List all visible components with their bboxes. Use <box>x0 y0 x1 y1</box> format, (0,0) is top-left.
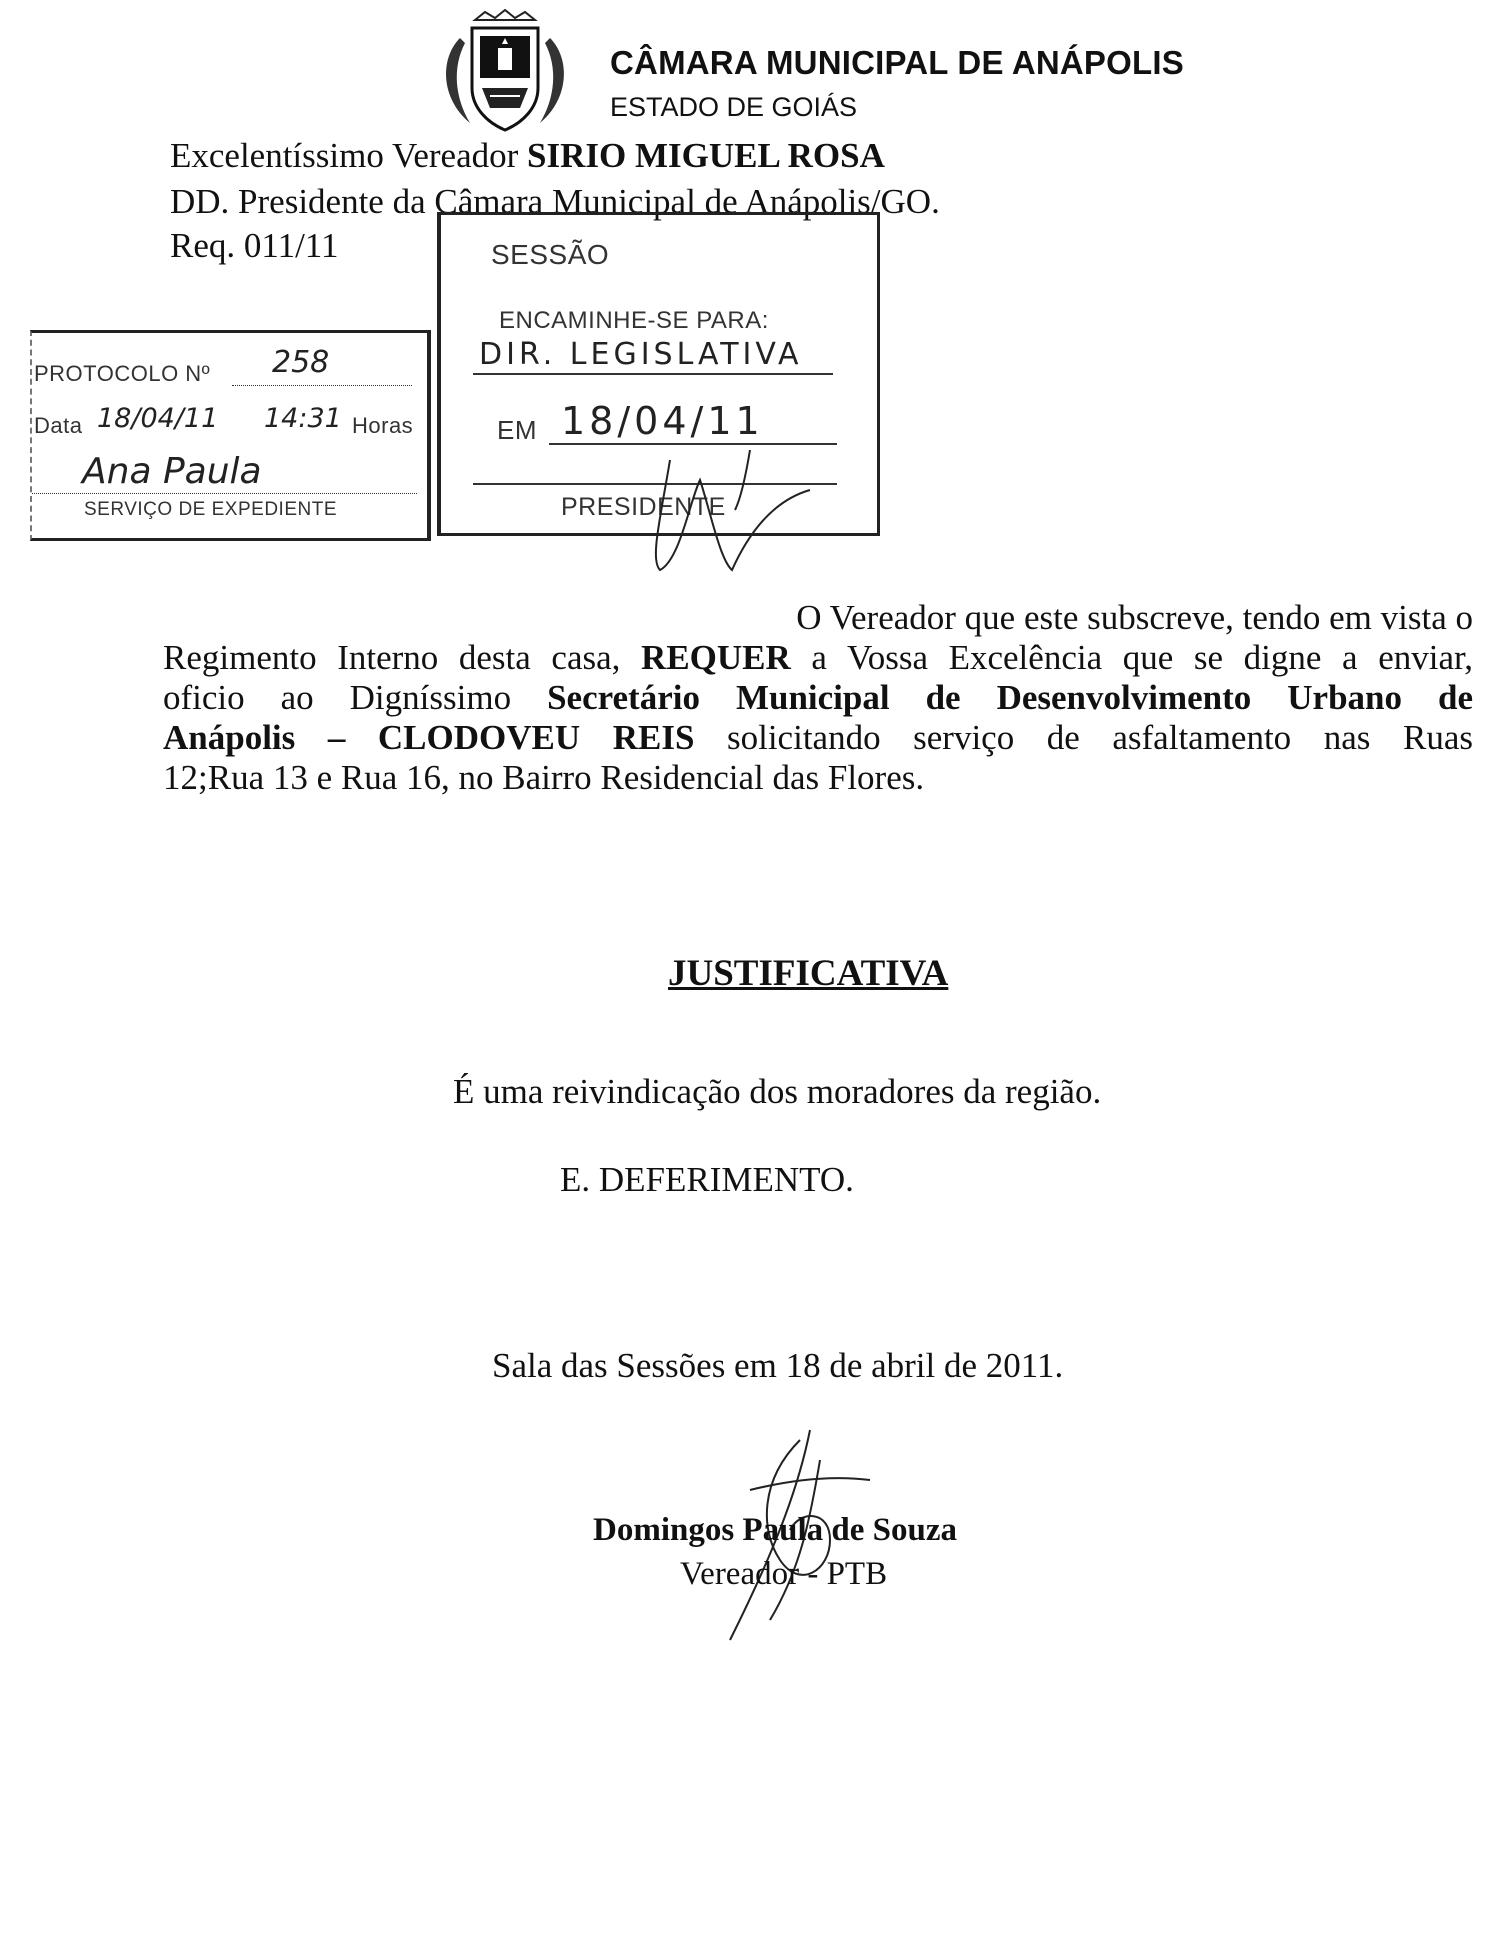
addressee-salutation: Excelentíssimo Vereador <box>170 136 528 175</box>
justification-title: JUSTIFICATIVA <box>668 953 949 994</box>
clerk-signature: Ana Paula <box>82 451 262 492</box>
addressee-line-1 <box>170 136 885 176</box>
protocol-number-line <box>232 385 412 386</box>
organization-state: ESTADO DE GOIÁS <box>610 92 858 122</box>
session-label: SESSÃO <box>491 239 610 270</box>
protocol-label: PROTOCOLO Nº <box>34 361 211 386</box>
secretary-name: Anápolis – CLODOVEU REIS <box>163 718 695 757</box>
organization-name: CÂMARA MUNICIPAL DE ANÁPOLIS <box>610 44 1184 81</box>
addressee-name: SIRIO MIGUEL ROSA <box>527 136 885 175</box>
president-signature <box>600 440 830 580</box>
destination-line <box>473 373 833 375</box>
paragraph-line-4 <box>163 718 1473 758</box>
president-label: PRESIDENTE <box>561 493 726 521</box>
signatory-role: Vereador - PTB <box>680 1556 888 1592</box>
closing-deferimento: E. DEFERIMENTO. <box>560 1160 854 1199</box>
forward-to-label: ENCAMINHE-SE PARA: <box>499 307 769 334</box>
municipal-coat-of-arms <box>430 8 580 138</box>
secretary-title: Secretário Municipal de Desenvolvimento Urbano de <box>547 678 1473 717</box>
session-date: 18/04/11 <box>561 399 764 443</box>
protocol-time: 14:31 <box>264 403 342 434</box>
paragraph-text: Regimento Interno desta casa, <box>163 638 642 677</box>
date-label: Data <box>34 413 83 438</box>
protocol-stamp <box>30 330 431 541</box>
requer-keyword: REQUER <box>641 638 791 677</box>
service-label: SERVIÇO DE EXPEDIENTE <box>84 499 337 520</box>
paragraph-text: solicitando serviço de asfaltamento nas Ruas <box>694 718 1473 757</box>
paragraph-text: oficio ao Digníssimo <box>163 678 548 717</box>
request-number: Req. 011/11 <box>170 226 339 265</box>
signatory-name: Domingos Paula de Souza <box>593 1512 957 1548</box>
paragraph-line-3 <box>163 678 1473 718</box>
protocol-date: 18/04/11 <box>97 403 219 434</box>
signature-line <box>32 493 417 494</box>
em-label: EM <box>497 415 537 445</box>
paragraph-line-1: O Vereador que este subscreve, tendo em vista o <box>796 598 1473 637</box>
hours-label: Horas <box>352 413 414 438</box>
place-and-date: Sala das Sessões em 18 de abril de 2011. <box>492 1346 1064 1385</box>
protocol-number: 258 <box>272 345 330 380</box>
addressee-line-2: DD. Presidente da Câmara Municipal de Anápolis/GO. <box>170 182 940 221</box>
justification-text: É uma reivindicação dos moradores da região. <box>453 1072 1102 1111</box>
paragraph-line-2 <box>163 638 1473 678</box>
paragraph-line-5: 12;Rua 13 e Rua 16, no Bairro Residencial das Flores. <box>163 758 925 797</box>
paragraph-text: a Vossa Excelência que se digne a enviar, <box>790 638 1474 677</box>
forward-destination: DIR. LEGISLATIVA <box>479 337 803 372</box>
request-paragraph <box>163 598 1473 798</box>
